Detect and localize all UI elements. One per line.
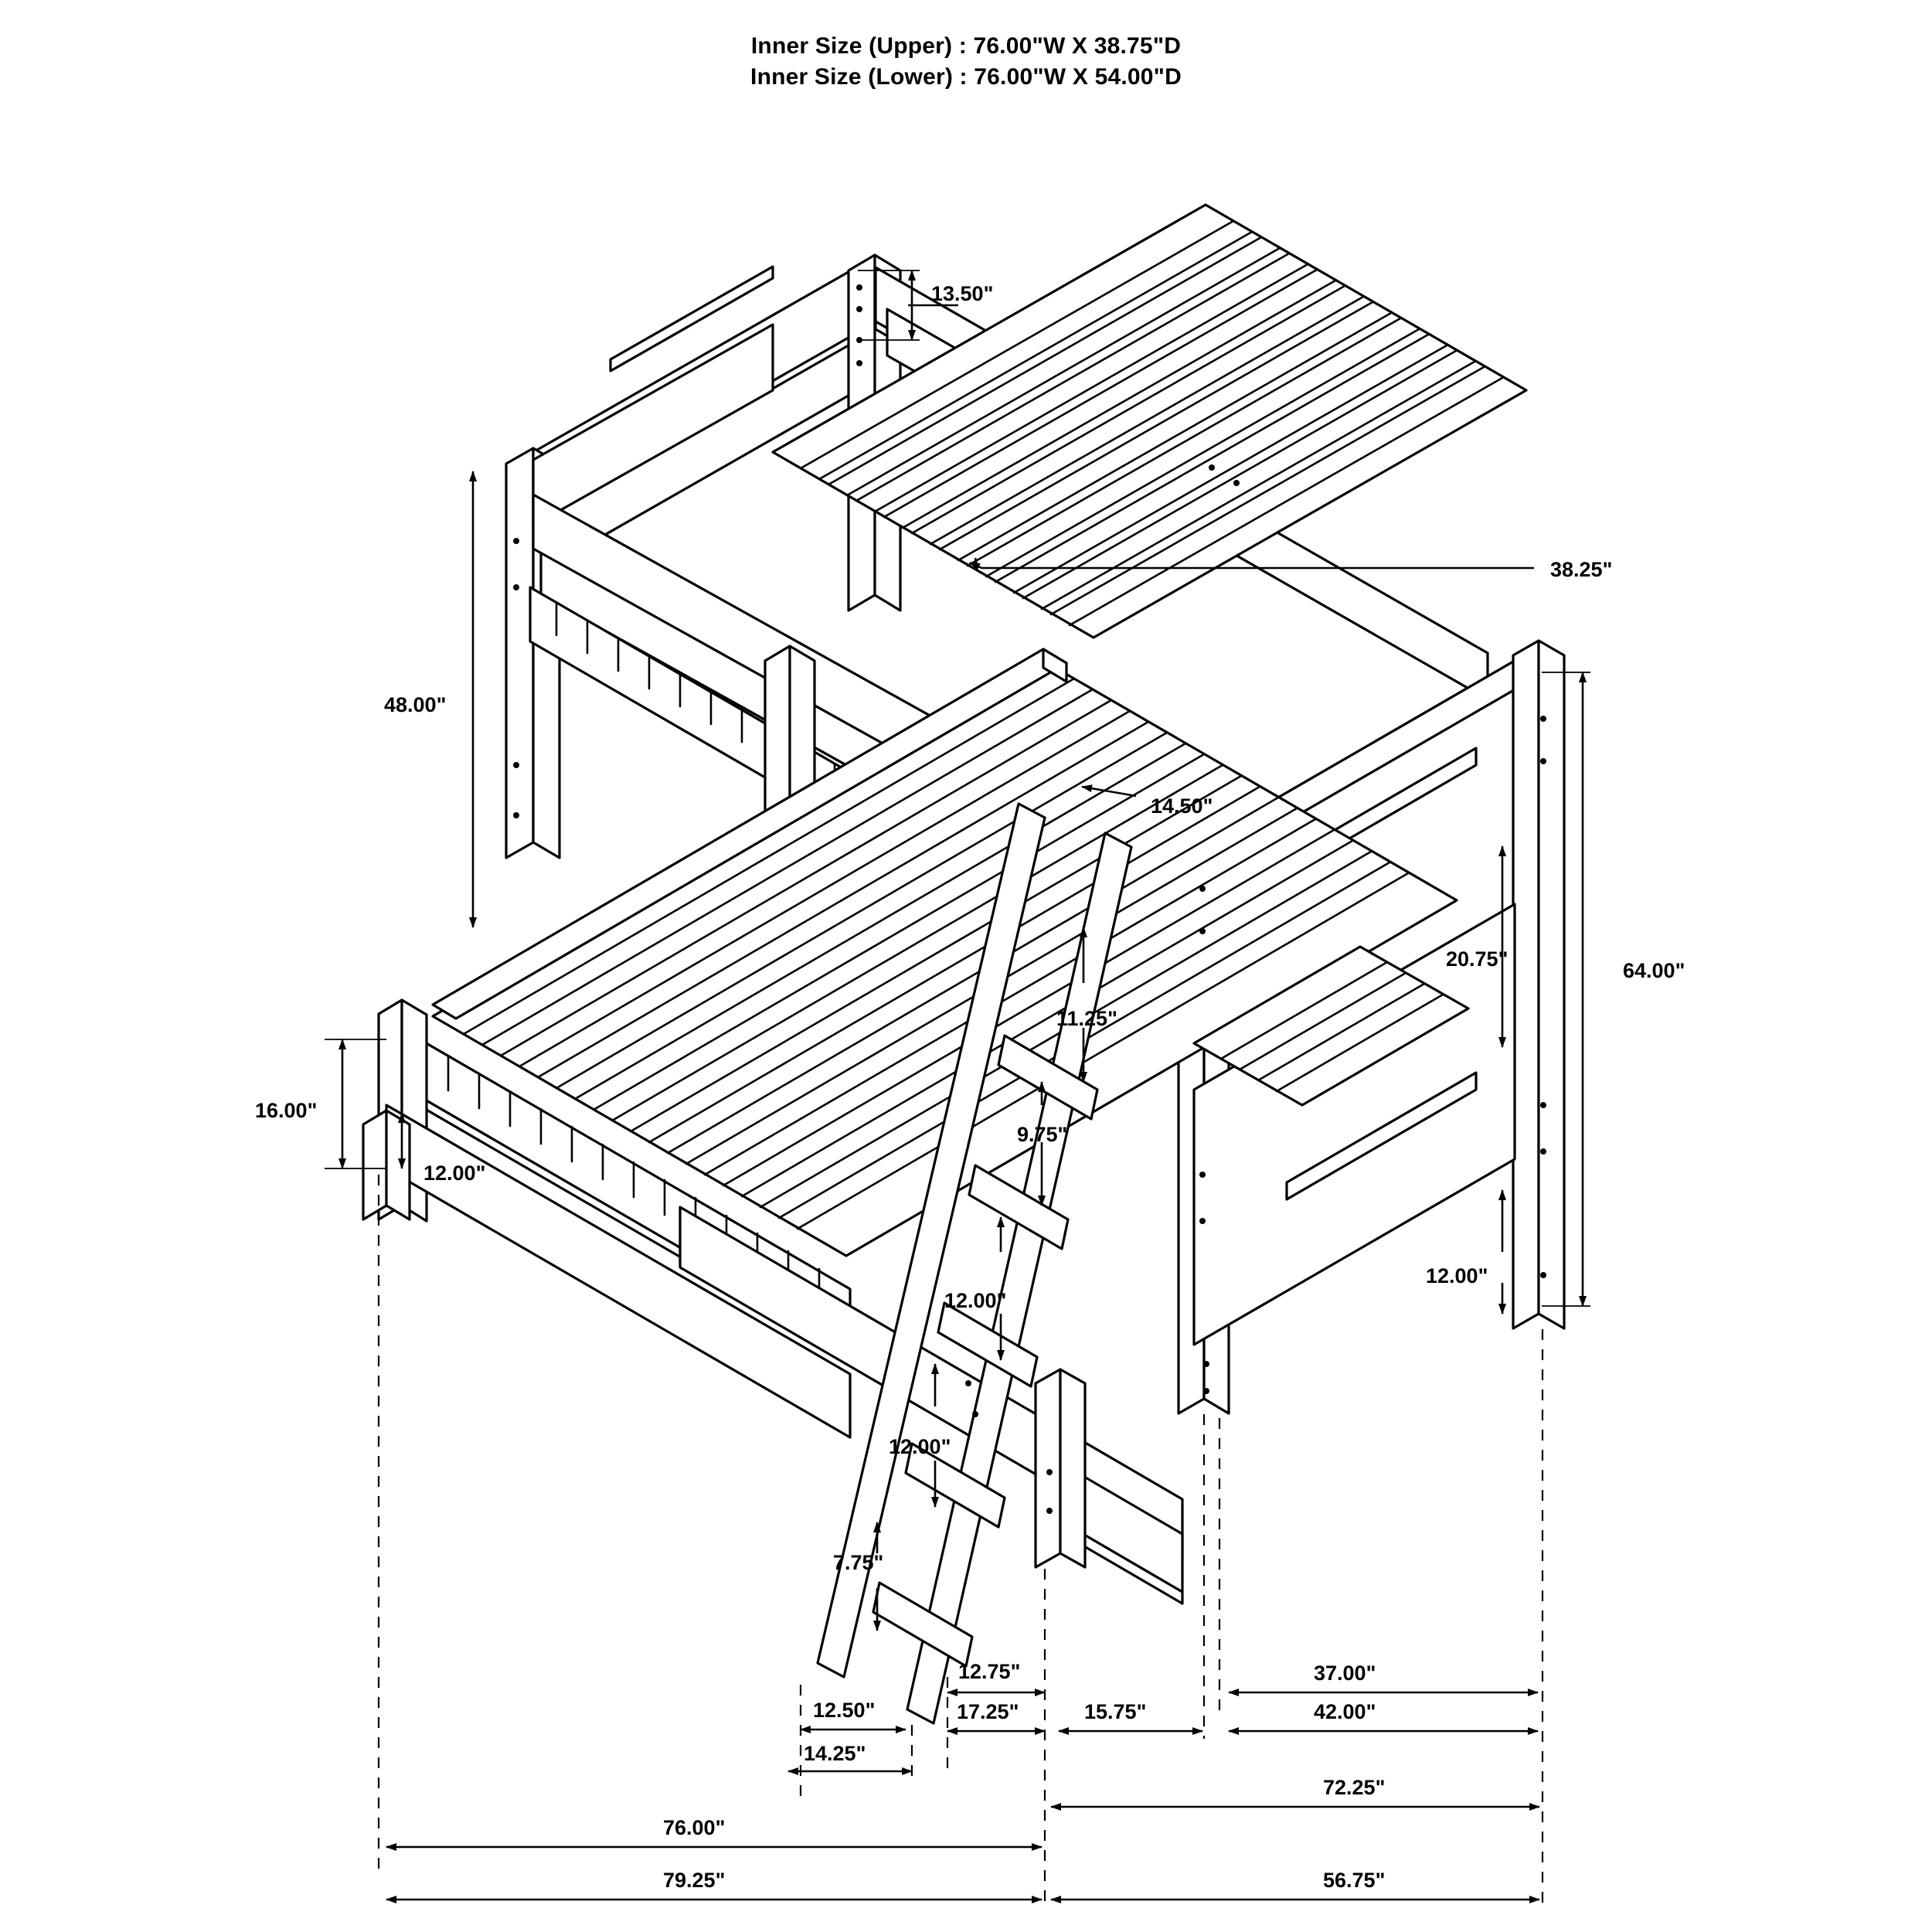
dim-lower-guardrail-height: 20.75" (1446, 947, 1509, 971)
dim-trundle-height: 16.00" (255, 1099, 318, 1122)
dim-lower-bunk-floor-height: 12.00" (1426, 1264, 1488, 1287)
dim-mattress-length: 76.00" (663, 1816, 726, 1839)
dim-ladder-clearance: 9.75" (1017, 1123, 1068, 1146)
right-rear-post (1513, 641, 1564, 1328)
dim-overall-height: 64.00" (1623, 959, 1685, 982)
dim-upper-bed-depth: 42.00" (1314, 1700, 1376, 1723)
inner-size-lower-text: Inner Size (Lower) : 76.00"W X 54.00"D (750, 63, 1182, 90)
lower-foot-post (1036, 1369, 1085, 1567)
dim-ladder-step-spacing-low: 12.00" (889, 1435, 951, 1458)
dim-trundle-deck-height: 12.00" (423, 1162, 486, 1185)
bed-geometry (363, 205, 1564, 1723)
dim-upper-rail-to-ladder: 14.50" (1151, 794, 1213, 818)
dim-headboard-depth: 37.00" (1314, 1662, 1376, 1685)
dim-ladder-foot-offset: 12.75" (958, 1660, 1021, 1683)
dim-upper-mattress-depth: 38.25" (1550, 558, 1613, 581)
dim-ladder-step-spacing-top: 11.25" (1056, 1007, 1117, 1030)
dim-overall-length: 79.25" (663, 1869, 726, 1892)
dim-ladder-total-depth: 14.25" (804, 1742, 866, 1765)
dim-ladder-span: 17.25" (957, 1700, 1019, 1723)
dim-ladder-base-depth: 12.50" (813, 1699, 876, 1722)
dim-post-to-ladder: 15.75" (1084, 1700, 1147, 1723)
dim-overall-depth: 56.75" (1323, 1869, 1386, 1892)
dim-upper-guardrail-height: 13.50" (931, 282, 994, 305)
dim-lower-bed-depth: 72.25" (1323, 1776, 1386, 1799)
dim-ladder-bottom-step-height: 7.75" (833, 1551, 884, 1574)
dim-upper-bunk-floor-height: 48.00" (384, 693, 447, 716)
inner-size-upper-text: Inner Size (Upper) : 76.00"W X 38.75"D (750, 33, 1182, 59)
dim-ladder-step-spacing-mid: 12.00" (944, 1289, 1007, 1312)
